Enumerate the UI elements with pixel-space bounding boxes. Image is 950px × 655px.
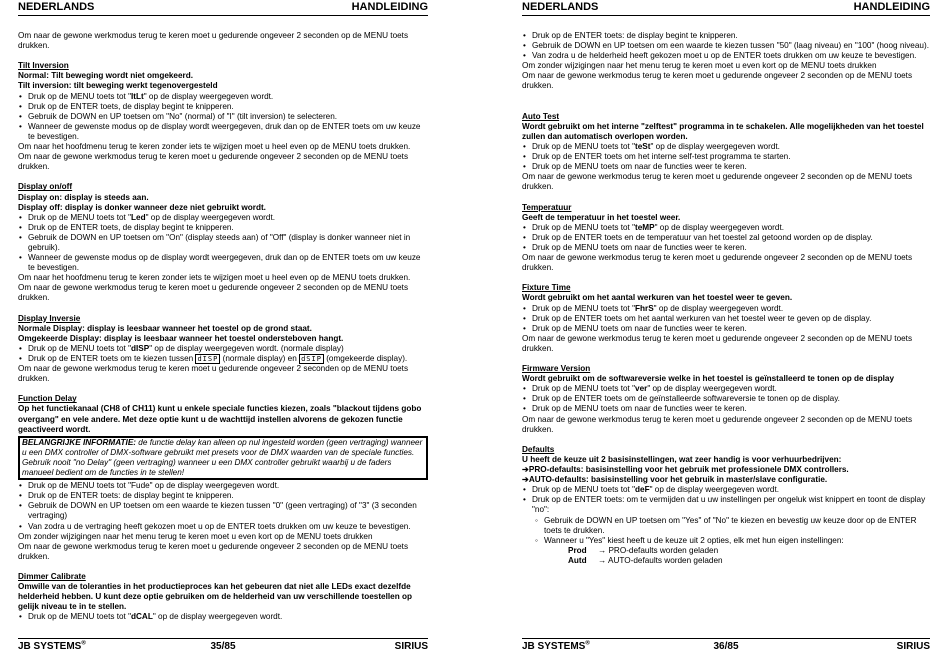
section-text: Om naar de gewone werkmodus terug te keren moet u gedurende ongeveer 2 seconden op de MENU toets drukken. <box>522 172 913 192</box>
list-item: • Wanneer de gewenste modus op de display wordt weergegeven, druk dan op de ENTER toets om uw keuze te bevestigen. <box>18 122 428 142</box>
lcd-inverted-display: dSIP <box>301 355 322 363</box>
section-defaults <box>522 445 930 566</box>
header-title: HANDLEIDING <box>351 1 428 13</box>
page-number: 36/85 <box>713 641 739 652</box>
list-item: • Druk op de ENTER toets: om te vermijden dat u uw instellingen per ongeluk wist knippert en toont de display "no": <box>522 495 930 515</box>
section-title: Auto Test <box>522 111 560 121</box>
section-dimmer-continued <box>522 31 930 92</box>
list-item: • Druk op de ENTER toets, de display begint te knipperen. <box>18 102 428 112</box>
section-text: Om naar het hoofdmenu terug te keren zonder iets te wijzigen moet u heel even op de MENU toets drukken. <box>18 142 411 152</box>
list-item: • Druk op de ENTER toets en de temperatuur van het toestel zal getoond worden op de display. <box>522 233 930 243</box>
list-item: • Gebruik de DOWN en UP toetsen om een waarde te kiezen tussen "0" (geen vertraging) of "3" (3 seconden vertraging) <box>18 501 428 521</box>
section-title: Display Inversie <box>18 313 81 323</box>
section-text: Om naar de gewone werkmodus terug te keren moet u gedurende ongeveer 2 seconden op de MENU toets drukken. <box>18 541 409 561</box>
section-text: Geeft de temperatuur in het toestel weer. <box>522 212 681 222</box>
section-firmware-version <box>522 364 930 435</box>
section-text: Omwille van de toleranties in het productieproces kan het gebeuren dat niet alle LEDs exact dezelfde helderheid hebben. U kunt deze optie gebruiken om de helderheid van uw verschillende toestellen op gelijk niveau te in te stellen. <box>18 582 412 612</box>
section-text: Om naar de gewone werkmodus terug te keren moet u gedurende ongeveer 2 seconden op de MENU toets drukken. <box>522 414 913 434</box>
section-text: Omgekeerde Display: display is leesbaar wanneer het toestel ondersteboven hangt. <box>18 333 344 343</box>
section-title: Temperatuur <box>522 202 572 212</box>
section-text: Om naar de gewone werkmodus terug te keren moet u gedurende ongeveer 2 seconden op de MENU toets drukken. <box>522 333 913 353</box>
list-item: • Druk op de ENTER toets om het interne self-test programma te starten. <box>522 152 930 162</box>
list-item: • Druk op de MENU toets om naar de functies weer te keren. <box>522 162 930 172</box>
footer-product: SIRIUS <box>896 641 930 652</box>
section-title: Function Delay <box>18 394 77 404</box>
section-text: Normale Display: display is leesbaar wanneer het toestel op de grond staat. <box>18 323 312 333</box>
list-item: • Wanneer de gewenste modus op de display wordt weergegeven, druk dan op de ENTER toets om uw keuze te bevestigen. <box>18 253 428 273</box>
right-page <box>522 0 930 654</box>
step-list <box>522 31 930 61</box>
section-tilt-inversion <box>18 61 428 172</box>
list-item: • Druk op de MENU toets tot "dISP" op de display weergegeven wordt. (normale display) <box>18 344 428 354</box>
list-item: • Druk op de MENU toets tot "teSt" op de display weergegeven wordt. <box>522 142 930 152</box>
option-prod: Prod → PRO-defaults worden geladen <box>568 545 719 555</box>
list-item: • Druk op de MENU toets tot "ItLt" op de display weergegeven wordt. <box>18 92 428 102</box>
step-list <box>18 213 428 274</box>
arrow-right-icon: ➔ <box>522 465 529 475</box>
pro-defaults-line: ➔PRO-defaults: basisinstelling voor het gebruik met professionele DMX controllers. <box>522 465 849 475</box>
section-text: Op het functiekanaal (CH8 of CH11) kunt u enkele speciale functies kiezen, zoals "blackout tijdens gobo overgang" en vele andere. Met deze optie kunt u de wachttijd instellen alvorens de gekozen functie geactiveerd wordt. <box>18 404 422 434</box>
list-item: • Gebruik de DOWN en UP toetsen om "No" (normal) of "I" (tilt inversion) te selecteren. <box>18 112 428 122</box>
step-list <box>522 384 930 414</box>
section-title: Firmware Version <box>522 364 591 374</box>
step-list <box>522 485 930 515</box>
list-item: • Druk op de MENU toets tot "ver" op de display weergegeven wordt. <box>522 384 930 394</box>
header-language: NEDERLANDS <box>18 1 95 13</box>
section-text: Tilt inversion: tilt beweging werkt tegenovergesteld <box>18 81 218 91</box>
section-title: Display on/off <box>18 182 73 192</box>
list-item: • Gebruik de DOWN en UP toetsen om "On" (display steeds aan) of "Off" (display is donker wanneer niet in gebruik). <box>18 233 428 253</box>
section-auto-test <box>522 112 930 193</box>
section-text: Om naar de gewone werkmodus terug te keren moet u gedurende ongeveer 2 seconden op de MENU toets drukken. <box>522 253 913 273</box>
list-item: • Druk op de ENTER toets: de display begint te knipperen. <box>522 31 930 41</box>
list-item: • Druk op de MENU toets tot "dCAL" op de display weergegeven wordt. <box>18 612 428 622</box>
list-item: • Druk op de ENTER toets, de display begint te knipperen. <box>18 223 428 233</box>
option-autd: Autd → AUTO-defaults worden geladen <box>568 555 723 565</box>
step-list <box>522 304 930 334</box>
left-page <box>18 0 428 654</box>
step-list <box>18 92 428 142</box>
list-item: • Druk op de ENTER toets: de display begint te knipperen. <box>18 491 428 501</box>
section-dimmer-calibrate <box>18 572 428 622</box>
section-text: Om naar de gewone werkmodus terug te keren moet u gedurende ongeveer 2 seconden op de MENU toets drukken. <box>522 71 913 91</box>
section-text: Wordt gebruikt om de softwareversie welke in het toestel is geïnstalleerd te tonen op de display <box>522 374 895 384</box>
list-item: • Druk op de ENTER toets om te kiezen tussen dISP (normale display) en dSIP (omgekeerde display). <box>18 354 428 364</box>
list-item: • Gebruik de DOWN en UP toetsen om een waarde te kiezen tussen "50" (laag niveau) en "100" (hoog niveau). <box>522 41 930 51</box>
footer-product: SIRIUS <box>394 641 428 652</box>
list-item: • Druk op de MENU toets tot "teMP" op de display weergegeven wordt. <box>522 223 930 233</box>
list-item: • Van zodra u de helderheid heeft gekozen moet u op de ENTER toets drukken om uw keuze te bevestigen. <box>522 51 930 61</box>
step-list <box>522 223 930 253</box>
section-text: Wordt gebruikt om het interne "zelftest" programma in te schakelen. Alle mogelijkheden van het toestel zullen dan automatisch overlopen worden. <box>522 121 924 141</box>
step-list <box>18 344 428 364</box>
list-item: • Druk op de MENU toets tot "FhrS" op de display weergegeven wordt. <box>522 304 930 314</box>
page-body <box>522 31 930 566</box>
section-temperatuur <box>522 203 930 274</box>
section-text: Om naar de gewone werkmodus terug te keren moet u gedurende ongeveer 2 seconden op de MENU toets drukken. <box>18 283 409 303</box>
section-title: Defaults <box>522 444 555 454</box>
footer-brand: JB SYSTEMS® <box>18 640 86 652</box>
lcd-normal-display: dISP <box>197 355 219 363</box>
section-text: U heeft de keuze uit 2 basisinstellingen, wat zeer handig is voor verhuurbedrijven: <box>522 454 842 464</box>
section-fixture-time <box>522 283 930 354</box>
page-footer <box>522 638 930 655</box>
list-item: • Druk op de MENU toets tot "deF" op de display weergegeven wordt. <box>522 485 930 495</box>
page-number: 35/85 <box>210 641 236 652</box>
arrow-right-icon: ➔ <box>522 475 529 485</box>
section-text: Om naar de gewone werkmodus terug te keren moet u gedurende ongeveer 2 seconden op de MENU toets drukken. <box>18 152 409 172</box>
step-list <box>18 612 428 622</box>
section-title: Tilt Inversion <box>18 61 69 71</box>
section-title: Fixture Time <box>522 283 571 293</box>
section-title: Dimmer Calibrate <box>18 571 86 581</box>
list-item: • Druk op de MENU toets om naar de functies weer te keren. <box>522 324 930 334</box>
section-function-delay <box>18 394 428 562</box>
list-item: • Druk op de ENTER toets om de geïnstalleerde softwareversie te tonen op de display. <box>522 394 930 404</box>
header-title: HANDLEIDING <box>853 1 930 13</box>
sub-step-list <box>522 516 930 546</box>
page-body <box>18 31 428 622</box>
section-text: Om naar de gewone werkmodus terug te keren moet u gedurende ongeveer 2 seconden op de MENU toets drukken. <box>18 364 409 384</box>
auto-defaults-line: ➔AUTO-defaults: basisinstelling voor het gebruik in master/slave configuratie. <box>522 475 828 485</box>
section-text: Om naar het hoofdmenu terug te keren zonder iets te wijzigen moet u heel even op de MENU toets drukken. <box>18 273 411 283</box>
section-text: Display on: display is steeds aan. <box>18 192 149 202</box>
section-text: Om zonder wijzigingen naar het menu terug te keren moet u even kort op de MENU toets drukken <box>18 531 373 541</box>
page-header <box>522 0 930 16</box>
list-item: ◦ Wanneer u "Yes" kiest heeft u de keuze uit 2 opties, elk met hun eigen instellingen: <box>534 536 930 546</box>
step-list <box>18 481 428 531</box>
section-text: Display off: display is donker wanneer deze niet gebruikt wordt. <box>18 202 266 212</box>
intro-text: Om naar de gewone werkmodus terug te keren moet u gedurende ongeveer 2 seconden op de MENU toets drukken. <box>18 31 409 51</box>
section-text: Wordt gebruikt om het aantal werkuren van het toestel weer te geven. <box>522 293 793 303</box>
important-info-box: BELANGRIJKE INFORMATIE: de functie delay kan alleen op nul ingesteld worden (geen vertraging) wanneer u een DMX controller of DMX-software gebruikt met presets voor de DMX waarden van de speciale functies. Gebruik nooit "no Delay" (geen vertraging) wanneer u een DMX controller gebruikt waarbij u de faders manueel bedient om de functies in te stellen! <box>18 436 428 480</box>
list-item: • Druk op de ENTER toets om het aantal werkuren van het toestel weer te geven op de display. <box>522 314 930 324</box>
list-item: • Druk op de MENU toets tot "Led" op de display weergegeven wordt. <box>18 213 428 223</box>
step-list <box>522 142 930 172</box>
section-display-onoff <box>18 182 428 303</box>
important-label: BELANGRIJKE INFORMATIE: <box>22 437 137 447</box>
list-item: • Van zodra u de vertraging heeft gekozen moet u op de ENTER toets drukken om uw keuze te bevestigen. <box>18 522 428 532</box>
footer-brand: JB SYSTEMS® <box>522 640 590 652</box>
section-text: Normal: Tilt beweging wordt niet omgekeerd. <box>18 71 193 81</box>
list-item: • Druk op de MENU toets om naar de functies weer te keren. <box>522 404 930 414</box>
header-language: NEDERLANDS <box>522 1 599 13</box>
page-header <box>18 0 428 16</box>
page-footer <box>18 638 428 655</box>
section-text: Om zonder wijzigingen naar het menu terug te keren moet u even kort op de MENU toets drukken <box>522 61 877 71</box>
section-display-inversie <box>18 314 428 385</box>
list-item: ◦ Gebruik de DOWN en UP toetsen om "Yes" of "No" te kiezen en bevestig uw keuze door op de ENTER toets te drukken. <box>534 516 930 536</box>
list-item: • Druk op de MENU toets tot "Fude" op de display weergegeven wordt. <box>18 481 428 491</box>
list-item: • Druk op de MENU toets om naar de functies weer te keren. <box>522 243 930 253</box>
